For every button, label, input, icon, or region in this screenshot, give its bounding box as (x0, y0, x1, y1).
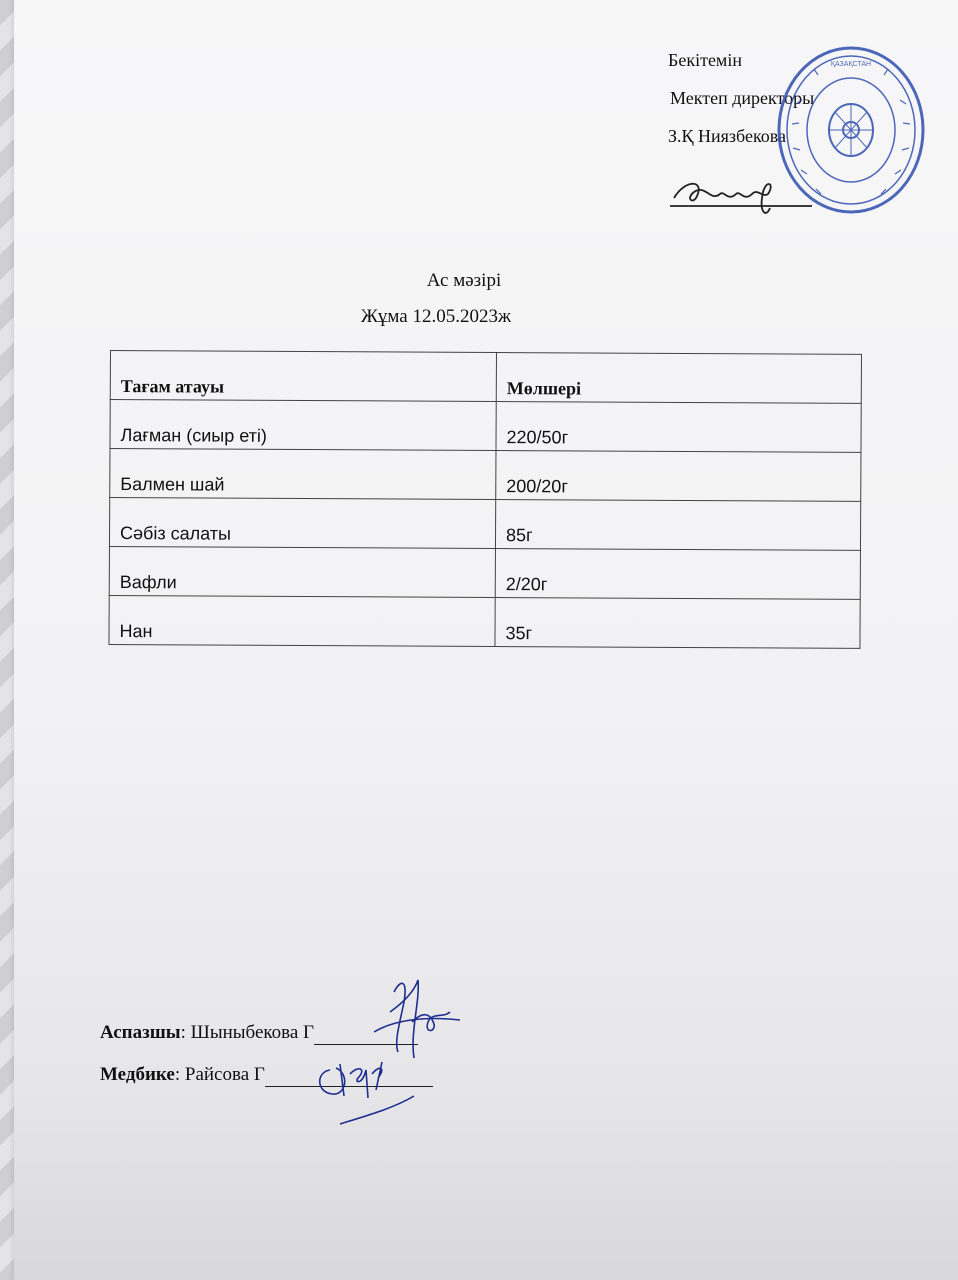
dish-name: Нан (109, 595, 495, 646)
dish-name: Лағман (сиыр еті) (110, 400, 496, 451)
director-signature (666, 168, 816, 223)
dish-name: Вафли (109, 546, 495, 597)
svg-text:ҚАЗАҚСТАН: ҚАЗАҚСТАН (830, 61, 872, 68)
cook-name: : Шыныбекова Г (180, 1022, 315, 1043)
dish-amount: 200/20г (496, 451, 861, 502)
dish-amount: 35г (495, 598, 860, 649)
column-header-amount: Мөлшері (496, 353, 861, 404)
approval-label: Бекітемін (668, 50, 742, 70)
dish-amount: 2/20г (495, 549, 860, 600)
document-header (0, 270, 958, 328)
dish-name: Сәбіз салаты (109, 498, 495, 549)
table-row (110, 449, 861, 502)
dish-amount: 220/50г (496, 402, 861, 453)
director-name: З.Қ Ниязбекова (668, 126, 787, 146)
document-date: Жұма 12.05.2023ж (360, 306, 512, 327)
dish-amount: 85г (495, 500, 860, 551)
nurse-name: : Райсова Г (174, 1064, 265, 1085)
table-row (109, 546, 860, 599)
document-title: Ас мәзірі (426, 270, 502, 291)
column-header-dish: Тағам атауы (110, 351, 496, 402)
table-row (109, 595, 860, 648)
director-title: Мектеп директоры (670, 88, 815, 108)
nurse-role-label: Медбике (100, 1064, 175, 1085)
table-row (110, 400, 861, 453)
table-header-row (110, 351, 861, 404)
nurse-signature (310, 1050, 430, 1130)
menu-table (108, 350, 862, 649)
table-row (109, 498, 860, 551)
cook-role-label: Аспазшы (100, 1022, 181, 1043)
dish-name: Балмен шай (110, 449, 496, 500)
